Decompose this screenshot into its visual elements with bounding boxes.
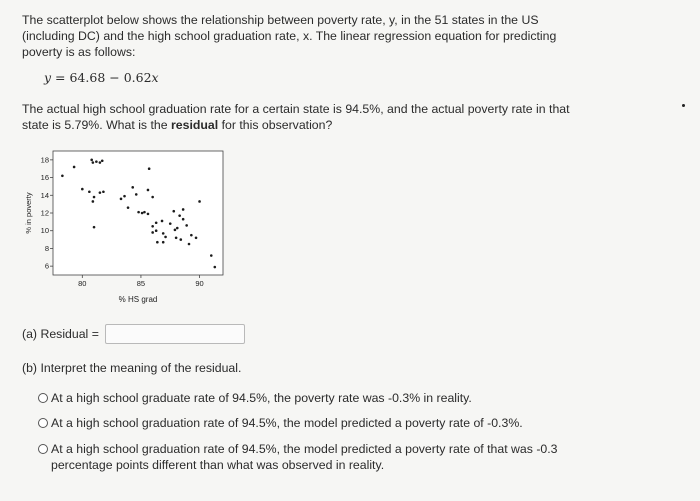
data-point (172, 210, 175, 213)
option-text: At a high school graduate rate of 94.5%, the poverty rate was -0.3% in reality. (51, 391, 472, 405)
data-point (135, 193, 138, 196)
option-2[interactable] (38, 416, 578, 432)
data-point (155, 221, 158, 224)
data-point (179, 238, 182, 241)
y-tick-label: 10 (40, 226, 49, 236)
data-point (147, 189, 150, 192)
stray-dot (682, 104, 685, 107)
data-point (90, 159, 93, 162)
data-point (81, 188, 84, 191)
data-point (174, 229, 177, 232)
data-point (120, 198, 123, 201)
data-point (93, 196, 96, 199)
radio-button[interactable] (38, 393, 48, 403)
y-tick-label: 8 (44, 243, 49, 253)
data-point (151, 231, 154, 234)
residual-label: (a) Residual = (22, 327, 99, 341)
data-point (182, 208, 185, 211)
prompt-bold: residual (171, 117, 219, 132)
x-tick-label: 80 (78, 279, 87, 288)
y-tick-label: 16 (40, 173, 49, 183)
y-axis-label: % in poverty (24, 192, 33, 234)
data-point (178, 214, 181, 217)
prompt-start: The actual high school graduation rate for a certain state is 94.5%, and the actual poverty rate in that state is 5.79%. What is the (22, 102, 570, 132)
option-text: At a high school graduation rate of 94.5%, the model predicted a poverty rate of that was -0.3 percentage points different than what was observed in reality. (51, 442, 558, 472)
data-point (198, 200, 201, 203)
data-point (93, 226, 96, 229)
prompt-end: for this observation? (218, 117, 333, 132)
data-point (151, 196, 154, 199)
data-point (151, 225, 154, 228)
data-point (99, 161, 102, 164)
y-tick-label: 14 (40, 190, 49, 200)
data-point (102, 190, 105, 193)
data-point (92, 200, 95, 203)
option-text: At a high school graduation rate of 94.5%, the model predicted a poverty rate of -0.3%. (51, 416, 523, 430)
data-point (185, 224, 188, 227)
data-point (92, 161, 95, 164)
data-point (127, 206, 130, 209)
question-prompt (22, 102, 582, 134)
equation-y: y (44, 70, 52, 85)
radio-button[interactable] (38, 418, 48, 428)
data-point (182, 218, 185, 221)
data-point (164, 236, 167, 239)
data-point (148, 167, 151, 170)
data-point (143, 211, 146, 214)
data-point (101, 159, 104, 162)
data-point (175, 237, 178, 240)
option-3[interactable] (38, 442, 578, 473)
data-point (137, 211, 140, 214)
data-point (213, 266, 216, 269)
x-tick-label: 85 (136, 279, 146, 288)
data-point (162, 232, 165, 235)
y-tick-label: 6 (44, 261, 49, 271)
data-point (190, 234, 193, 237)
data-point (169, 222, 172, 225)
data-point (161, 220, 164, 223)
x-axis-label: % HS grad (118, 295, 158, 304)
data-point (73, 166, 76, 169)
scatterplot (22, 146, 232, 306)
regression-equation (44, 70, 159, 85)
question-intro: The scatterplot below shows the relationship between poverty rate, y, in the 51 states in the US (including DC) and the high school graduation rate, x. The linear regression equation for predicting poverty is as follows: (22, 13, 557, 59)
radio-button[interactable] (38, 444, 48, 454)
data-point (123, 195, 126, 198)
part-a (22, 324, 245, 344)
y-tick-label: 18 (40, 155, 49, 165)
data-point (155, 229, 158, 232)
data-point (176, 227, 179, 230)
equation-x: x (151, 70, 159, 85)
data-point (131, 186, 134, 189)
equation-body: = 64.68 − 0.62 (51, 70, 152, 85)
residual-input[interactable] (105, 324, 245, 344)
data-point (88, 190, 91, 193)
data-point (141, 212, 144, 215)
data-point (99, 191, 102, 194)
data-point (147, 213, 150, 216)
x-tick-label: 90 (195, 279, 204, 288)
option-1[interactable] (38, 391, 578, 407)
data-point (61, 175, 64, 178)
data-point (95, 160, 98, 163)
data-point (188, 243, 191, 246)
data-point (210, 254, 213, 257)
data-point (156, 241, 159, 244)
y-tick-label: 12 (40, 208, 49, 218)
part-b-label: (b) Interpret the meaning of the residual. (22, 361, 242, 375)
data-point (162, 241, 165, 244)
data-point (195, 237, 198, 240)
